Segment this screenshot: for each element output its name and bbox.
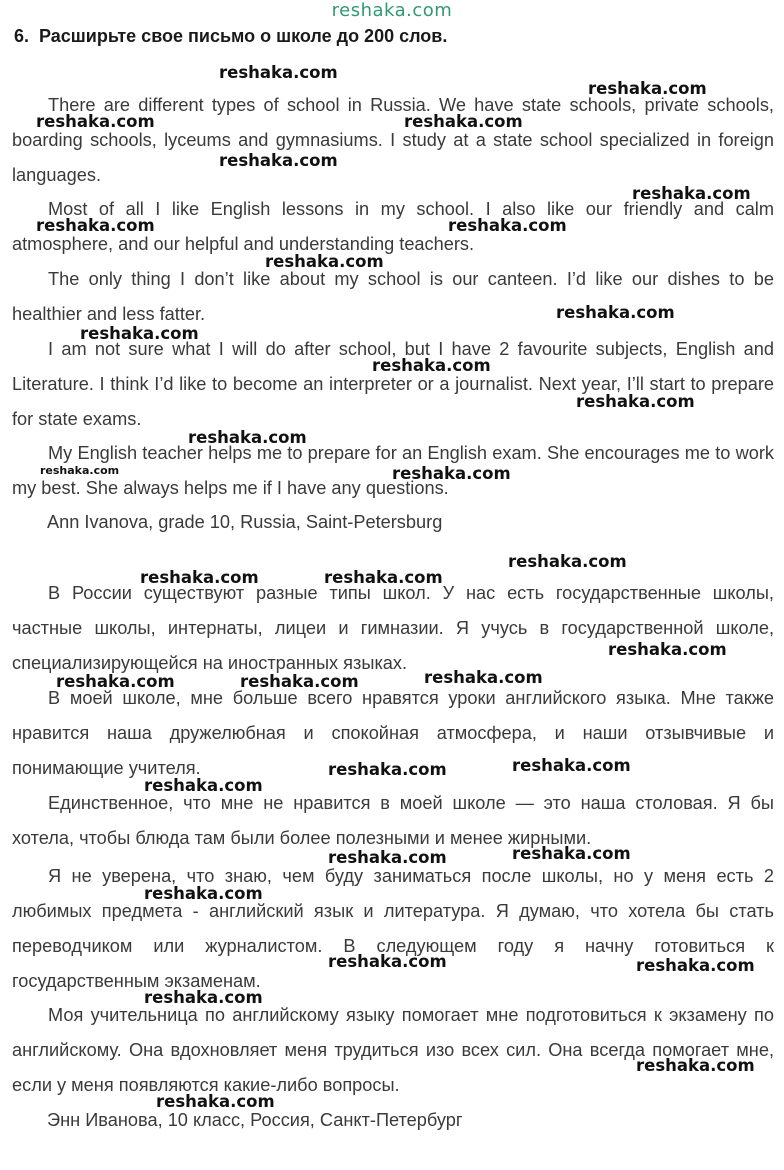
watermark: reshaka.com — [265, 252, 384, 271]
watermark: reshaka.com — [576, 392, 695, 411]
russian-paragraph: Я не уверена, что знаю, чем буду заниматься после школы, но у меня есть 2 любимых предмета - английский язык и литература. Я думаю, что хотела бы стать переводчиком или журналистом. В следующем году я начну готовиться к государственным экзаменам. — [12, 866, 774, 991]
watermark: reshaka.com — [328, 952, 447, 971]
watermark: reshaka.com — [144, 988, 263, 1007]
watermark: reshaka.com — [608, 640, 727, 659]
english-paragraph: I am not sure what I will do after school, but I have 2 favourite subjects, English and Literature. I think I’d like to become an interpreter or a journalist. Next year, I’ll start to prepare for state exams. — [12, 339, 774, 429]
russian-signature: Энн Иванова, 10 класс, Россия, Санкт-Петербург — [47, 1110, 463, 1130]
watermark: reshaka.com — [404, 112, 523, 131]
watermark: reshaka.com — [144, 776, 263, 795]
russian-paragraph: В России существуют разные типы школ. У нас есть государственные школы, частные школы, интернаты, лицеи и гимназии. Я учусь в государственной школе, специализирующейся на иностранных языках. — [12, 583, 774, 673]
task-title — [14, 26, 447, 47]
watermark: reshaka.com — [632, 184, 751, 203]
watermark: reshaka.com — [328, 760, 447, 779]
watermark: reshaka.com — [512, 756, 631, 775]
watermark: reshaka.com — [512, 844, 631, 863]
watermark: reshaka.com — [588, 79, 707, 98]
watermark: reshaka.com — [144, 884, 263, 903]
english-paragraph: My English teacher helps me to prepare for an English exam. She encourages me to work my best. She always helps me if I have any questions. — [12, 443, 774, 498]
watermark: reshaka.com — [156, 1092, 275, 1111]
russian-paragraph: В моей школе, мне больше всего нравятся уроки английского языка. Мне также нравится наша дружелюбная и спокойная атмосфера, и наши отзывчивые и понимающие учителя. — [12, 688, 774, 778]
watermark: reshaka.com — [328, 848, 447, 867]
watermark: reshaka.com — [36, 112, 155, 131]
watermark: reshaka.com — [556, 303, 675, 322]
watermark: reshaka.com — [636, 1056, 755, 1075]
english-paragraph: Most of all I like English lessons in my school. I also like our friendly and calm atmosphere, and our helpful and understanding teachers. — [12, 199, 774, 254]
watermark: reshaka.com — [219, 63, 338, 82]
watermark: reshaka.com — [56, 672, 175, 691]
russian-paragraph: Моя учительница по английскому языку помогает мне подготовиться к экзамену по английскому. Она вдохновляет меня трудиться изо всех сил. Она всегда помогает мне, если у меня появляются какие-либо вопросы. — [12, 1005, 774, 1095]
watermark: reshaka.com — [424, 668, 543, 687]
watermark: reshaka.com — [392, 464, 511, 483]
task-title-text: Расширьте свое письмо о школе до 200 слов. — [39, 26, 448, 46]
watermark: reshaka.com — [80, 324, 199, 343]
english-paragraph: There are different types of school in Russia. We have state schools, private schools, boarding schools, lyceums and gymnasiums. I study at a state school specialized in foreign languages. — [12, 95, 774, 185]
watermark: reshaka.com — [219, 151, 338, 170]
watermark: reshaka.com — [240, 672, 359, 691]
watermark: reshaka.com — [324, 568, 443, 587]
watermark: reshaka.com — [140, 568, 259, 587]
watermark: reshaka.com — [448, 216, 567, 235]
watermark: reshaka.com — [40, 464, 120, 477]
header-watermark: reshaka.com — [331, 0, 453, 21]
russian-paragraph: Единственное, что мне не нравится в моей школе — это наша столовая. Я бы хотела, чтобы блюда там были более полезными и менее жирными. — [12, 793, 774, 848]
watermark: reshaka.com — [372, 356, 491, 375]
watermark: reshaka.com — [636, 956, 755, 975]
task-number: 6. — [14, 26, 30, 46]
watermark: reshaka.com — [36, 216, 155, 235]
english-signature: Ann Ivanova, grade 10, Russia, Saint-Petersburg — [47, 512, 443, 532]
watermark: reshaka.com — [188, 428, 307, 447]
english-paragraph: The only thing I don’t like about my school is our canteen. I’d like our dishes to be healthier and less fatter. — [12, 269, 774, 324]
watermark: reshaka.com — [508, 552, 627, 571]
